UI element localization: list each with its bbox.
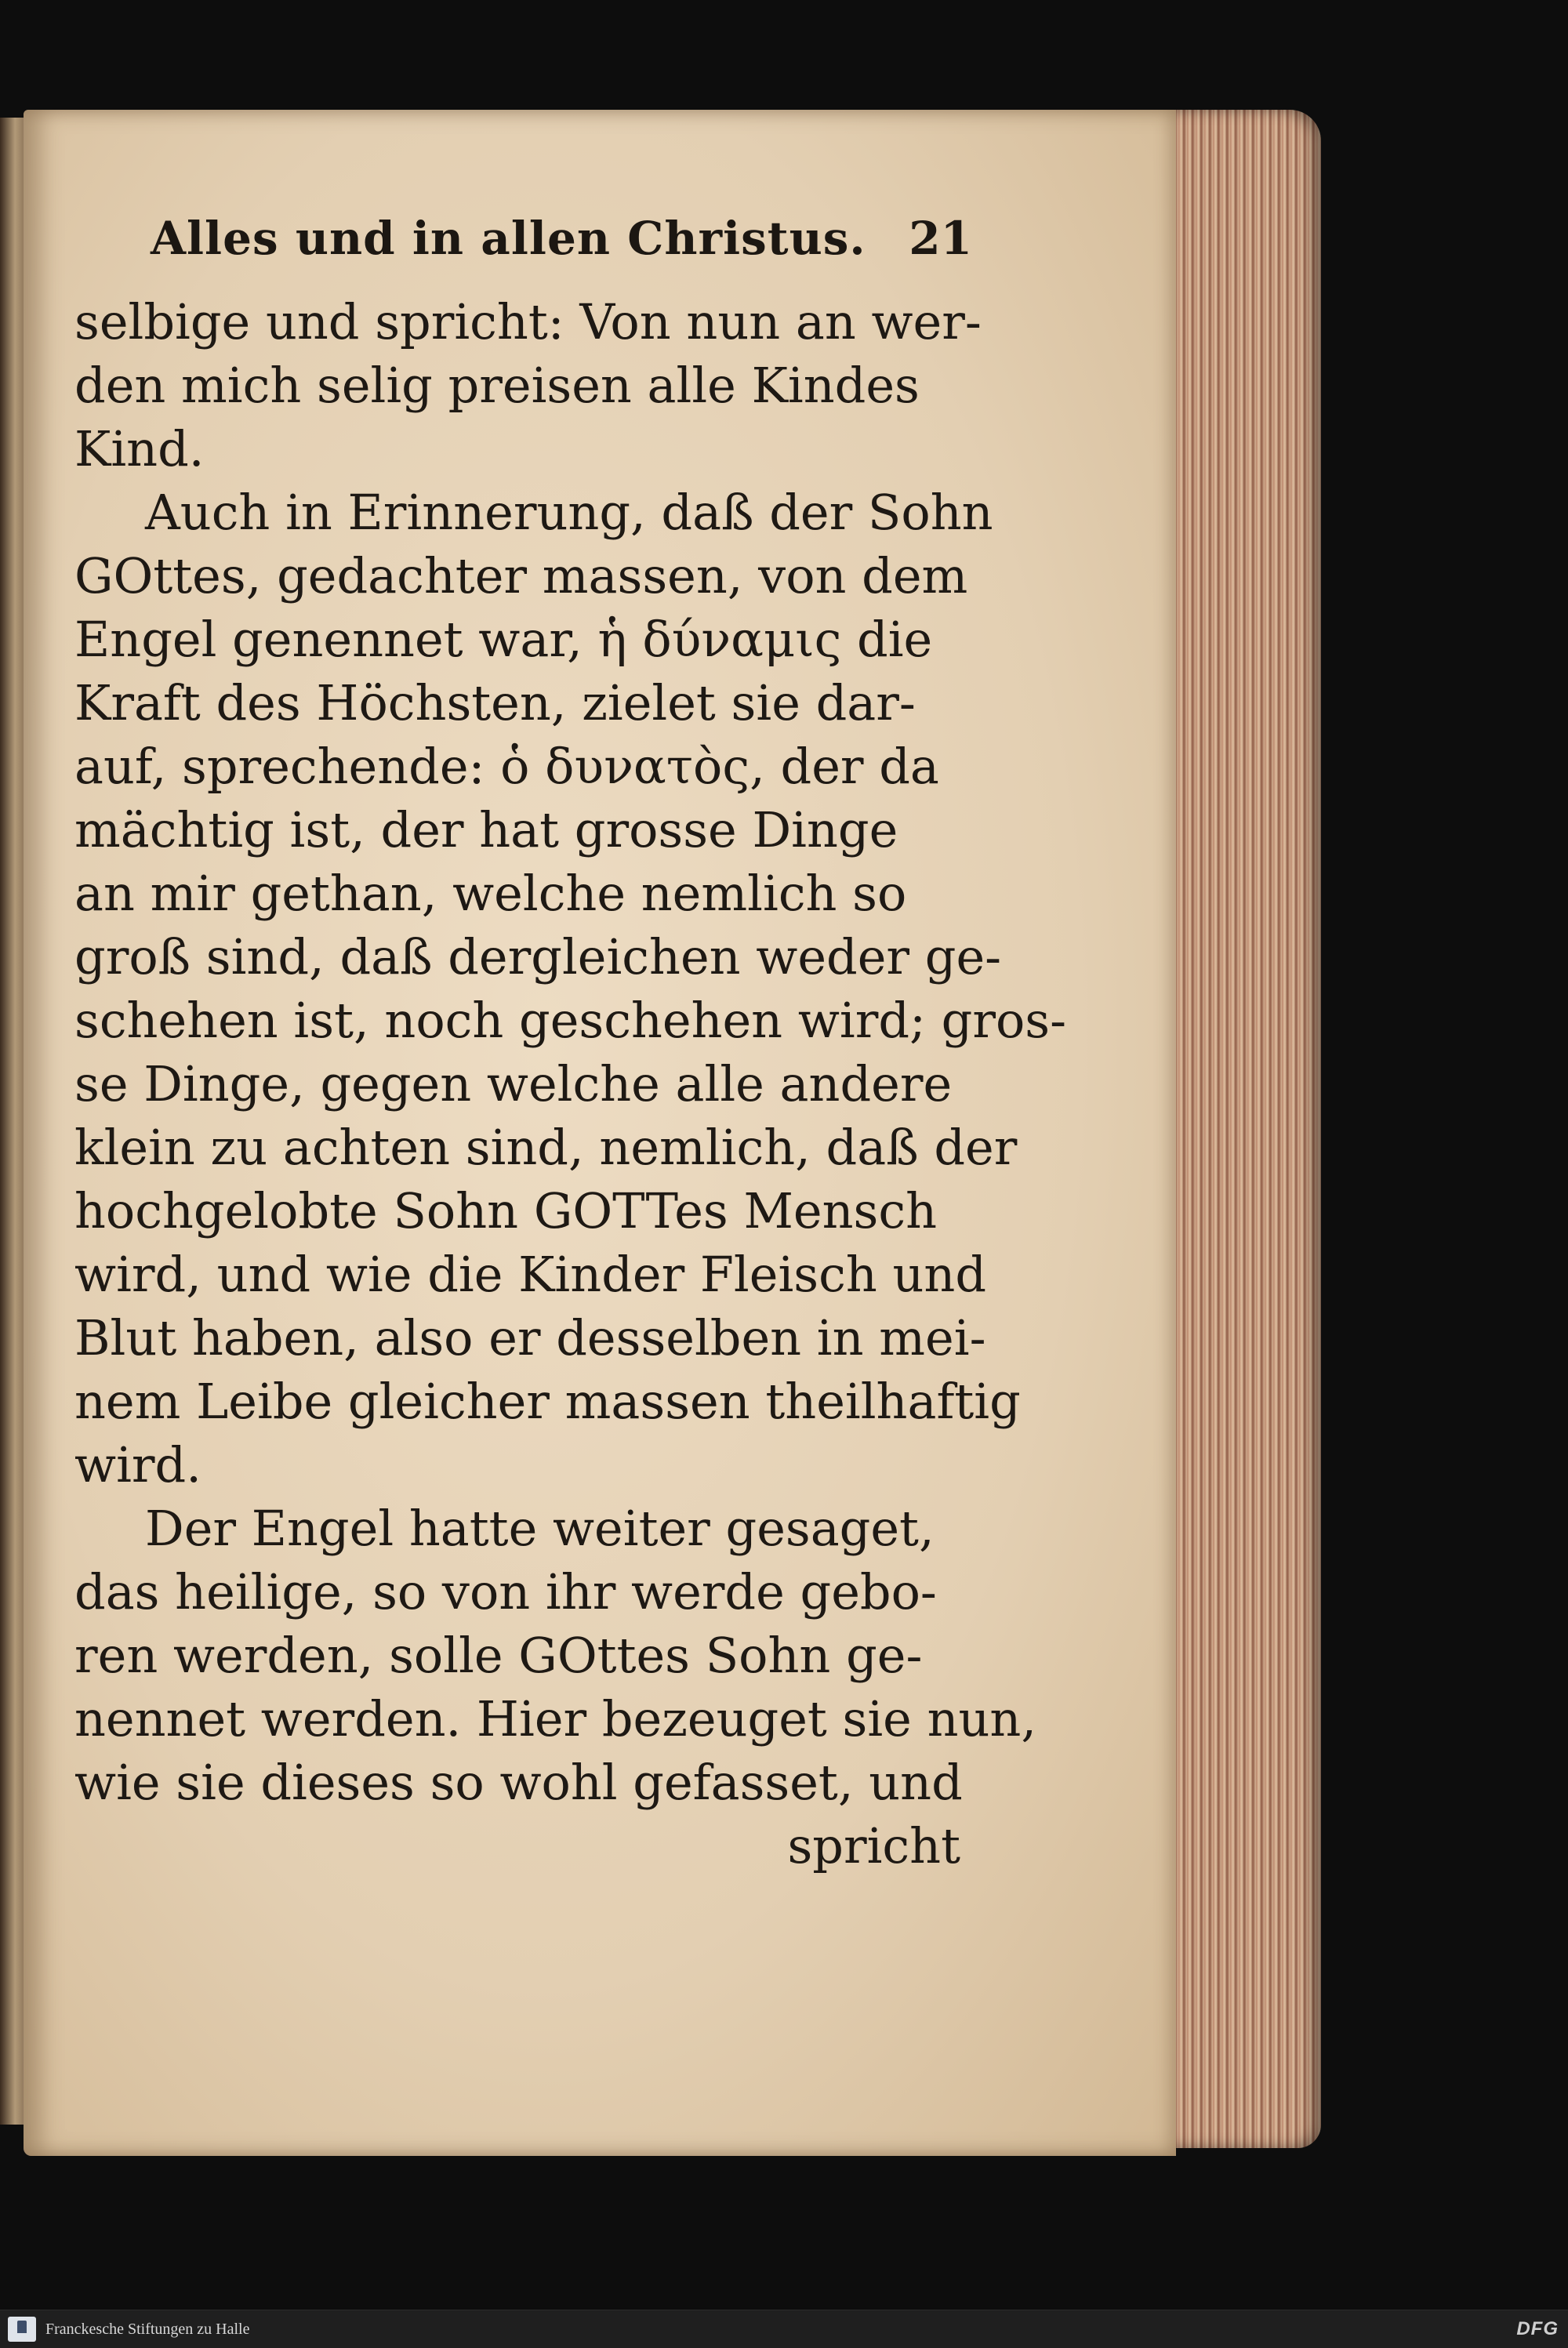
text-line: auf, sprechende: ὁ δυνατὸς, der da [74, 738, 939, 795]
text-line: schehen ist, noch geschehen wird; gros- [74, 992, 1067, 1049]
text-line: hochgelobte Sohn GOTTes Mensch [74, 1182, 938, 1239]
text-line: Kind. [74, 420, 205, 477]
text-line: nem Leibe gleicher massen theilhaftig [74, 1373, 1021, 1430]
text-line: wie sie dieses so wohl gefasset, und [74, 1754, 963, 1811]
text-line: Engel genennet war, ἡ δύναμις die [74, 611, 933, 668]
institution-logo-icon [8, 2317, 36, 2342]
page-header [151, 212, 972, 284]
dfg-logo: DFG [1516, 2318, 1559, 2339]
text-line: groß sind, daß dergleichen weder ge- [74, 928, 1002, 985]
body-text [74, 290, 1067, 1878]
text-line: Auch in Erinnerung, daß der Sohn [145, 484, 993, 541]
text-line: wird, und wie die Kinder Fleisch und [74, 1246, 987, 1303]
text-line: ren werden, solle GOttes Sohn ge- [74, 1627, 923, 1684]
text-line: das heilige, so von ihr werde gebo- [74, 1563, 937, 1620]
text-line: den mich selig preisen alle Kindes [74, 357, 920, 414]
text-line: GOttes, gedachter massen, von dem [74, 547, 968, 604]
institution-name: Franckesche Stiftungen zu Halle [45, 2321, 250, 2338]
text-line: Der Engel hatte weiter gesaget, [145, 1500, 935, 1557]
page-edges [1152, 110, 1321, 2148]
text-line: klein zu achten sind, nemlich, daß der [74, 1119, 1018, 1176]
left-page-edge [0, 118, 25, 2125]
catchword-line [74, 1814, 960, 1878]
text-line: Kraft des Höchsten, zielet sie dar- [74, 674, 916, 731]
text-line: an mir gethan, welche nemlich so [74, 865, 907, 922]
text-line: wird. [74, 1436, 201, 1493]
text-line: mächtig ist, der hat grosse Dinge [74, 801, 898, 858]
page-number: 21 [909, 212, 972, 265]
text-line: Blut haben, also er desselben in mei- [74, 1309, 986, 1366]
text-line: nennet werden. Hier bezeuget sie nun, [74, 1690, 1037, 1747]
text-line: selbige und spricht: Von nun an wer- [74, 293, 982, 350]
viewer-footer [0, 2310, 1568, 2348]
text-line: se Dinge, gegen welche alle andere [74, 1055, 953, 1112]
catchword: spricht [787, 1817, 960, 1874]
running-head: Alles und in allen Christus. [151, 212, 866, 265]
